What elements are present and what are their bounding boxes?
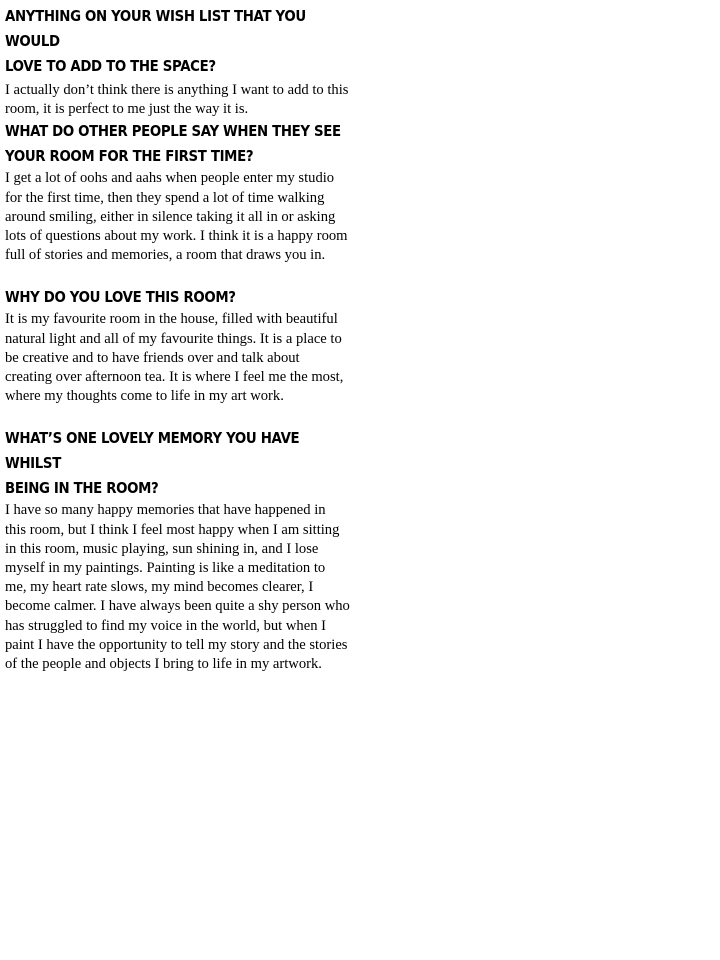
section-why-love-room bbox=[5, 285, 350, 406]
question-line: BEING IN THE ROOM? bbox=[5, 479, 159, 498]
question-line: WHAT’S ONE LOVELY MEMORY YOU HAVE WHILST bbox=[5, 429, 300, 473]
answer-paragraph: I get a lot of oohs and aahs when people enter my studio for the first time, then they spend a lot of time walking around smiling, either in silence taking it all in or asking lots of questions about my work. I think it is a happy room full of stories and memories, a room that draws you in. bbox=[5, 170, 348, 264]
answer-paragraph: I have so many happy memories that have happened in this room, but I think I feel most happy when I am sitting in this room, music playing, sun shining in, and I lose myself in my paintings. Painting is like a meditation to me, my heart rate slows, my mind becomes clearer, I become calmer. I have always been quite a shy person who has struggled to find my voice in the world, but when I paint I have the opportunity to tell my story and the stories of the people and objects I bring to life in my artwork. bbox=[5, 502, 350, 673]
question-heading bbox=[5, 119, 349, 169]
answer-paragraph: It is my favourite room in the house, filled with beautiful natural light and all of my favourite things. It is a place to be creative and to have friends over and talk about creating over afternoon tea. It is where I feel me the most, where my thoughts come to life in my art work. bbox=[5, 311, 344, 405]
question-line: ANYTHING ON YOUR WISH LIST THAT YOU WOULD bbox=[5, 7, 306, 50]
section-first-impressions bbox=[5, 119, 350, 265]
question-line: LOVE TO ADD TO THE SPACE? bbox=[5, 57, 216, 75]
question-line: WHAT DO OTHER PEOPLE SAY WHEN THEY SEE bbox=[5, 122, 341, 141]
section-lovely-memory bbox=[5, 426, 350, 674]
section-wish-list bbox=[5, 4, 350, 119]
question-heading bbox=[5, 285, 349, 310]
question-heading bbox=[5, 426, 349, 501]
question-line: WHY DO YOU LOVE THIS ROOM? bbox=[5, 288, 236, 307]
answer-paragraph: I actually don’t think there is anything I want to add to this room, it is perfect to me just the way it is. bbox=[5, 82, 349, 118]
question-line: YOUR ROOM FOR THE FIRST TIME? bbox=[5, 147, 254, 166]
interview-document bbox=[5, 4, 350, 674]
question-heading bbox=[5, 4, 349, 79]
